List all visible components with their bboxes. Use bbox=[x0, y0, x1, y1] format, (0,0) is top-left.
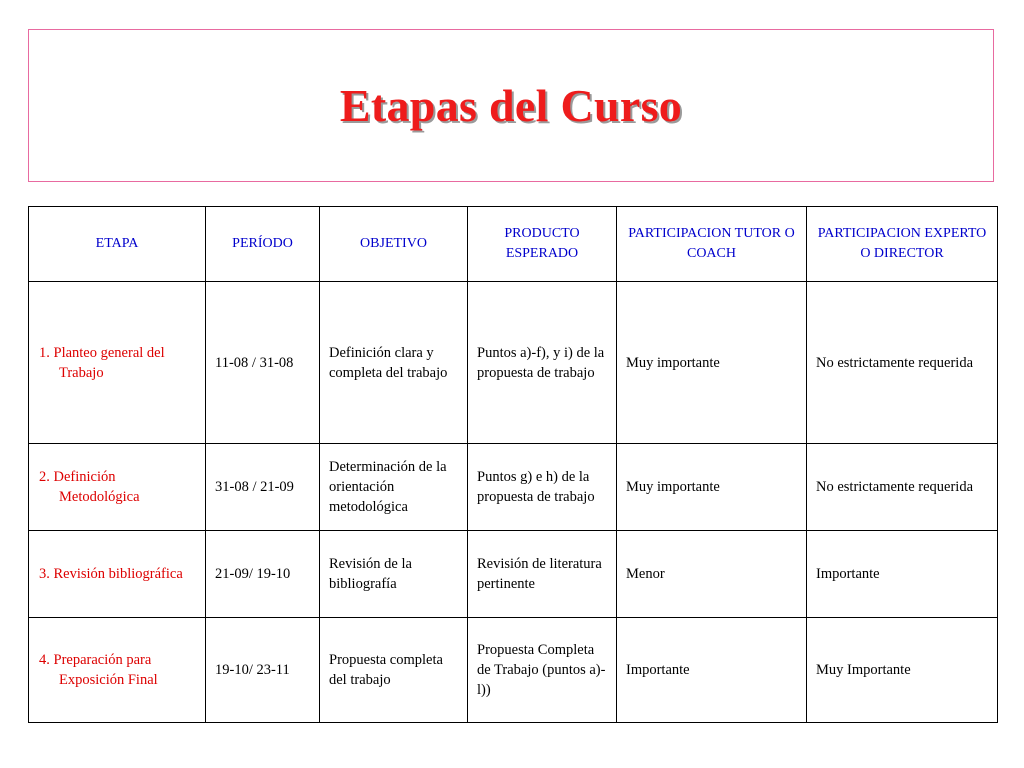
etapa-label: 4. Preparación para Exposición Final bbox=[39, 652, 158, 688]
periodo-cell: 21-09/ 19-10 bbox=[206, 531, 320, 618]
periodo-cell: 31-08 / 21-09 bbox=[206, 444, 320, 531]
experto-label: No estrictamente requerida bbox=[816, 354, 974, 371]
header-etapa: ETAPA bbox=[29, 207, 206, 282]
objetivo-cell: Determinación de la orientación metodológica bbox=[320, 444, 468, 531]
header-participacion-tutor: PARTICIPACION TUTOR O COACH bbox=[617, 207, 807, 282]
producto-cell: Puntos a)-f), y i) de la propuesta de trabajo bbox=[468, 282, 617, 444]
producto-cell: Puntos g) e h) de la propuesta de trabajo bbox=[468, 444, 617, 531]
table-row bbox=[29, 531, 998, 618]
etapa-label: 3. Revisión bibliográfica bbox=[39, 566, 183, 582]
header-participacion-experto: PARTICIPACION EXPERTO O DIRECTOR bbox=[807, 207, 998, 282]
stages-table bbox=[28, 206, 998, 723]
experto-cell bbox=[807, 282, 998, 444]
objetivo-cell: Revisión de la bibliografía bbox=[320, 531, 468, 618]
objetivo-cell: Propuesta completa del trabajo bbox=[320, 618, 468, 723]
experto-cell: Muy Importante bbox=[807, 618, 998, 723]
etapa-cell bbox=[29, 531, 206, 618]
tutor-cell: Importante bbox=[617, 618, 807, 723]
slide-title: Etapas del Curso bbox=[339, 80, 683, 131]
experto-label: No estrictamente requerida bbox=[816, 479, 974, 495]
header-periodo: PERÍODO bbox=[206, 207, 320, 282]
table-row bbox=[29, 618, 998, 723]
producto-cell: Propuesta Completa de Trabajo (puntos a)-l)) bbox=[468, 618, 617, 723]
table-row bbox=[29, 444, 998, 531]
tutor-cell: Menor bbox=[617, 531, 807, 618]
etapa-label: 2. Definición Metodológica bbox=[39, 469, 140, 505]
periodo-cell: 19-10/ 23-11 bbox=[206, 618, 320, 723]
title-box bbox=[28, 29, 994, 182]
experto-cell bbox=[807, 444, 998, 531]
tutor-cell: Muy importante bbox=[617, 444, 807, 531]
producto-cell: Revisión de literatura pertinente bbox=[468, 531, 617, 618]
experto-cell: Importante bbox=[807, 531, 998, 618]
table-header-row bbox=[29, 207, 998, 282]
objetivo-cell: Definición clara y completa del trabajo bbox=[320, 282, 468, 444]
table-row bbox=[29, 282, 998, 444]
etapa-label: 1. Planteo general del Trabajo bbox=[39, 344, 165, 381]
periodo-cell: 11-08 / 31-08 bbox=[206, 282, 320, 444]
header-producto-esperado: PRODUCTO ESPERADO bbox=[468, 207, 617, 282]
tutor-cell: Muy importante bbox=[617, 282, 807, 444]
etapa-cell bbox=[29, 444, 206, 531]
header-objetivo: OBJETIVO bbox=[320, 207, 468, 282]
etapa-cell bbox=[29, 618, 206, 723]
etapa-cell bbox=[29, 282, 206, 444]
